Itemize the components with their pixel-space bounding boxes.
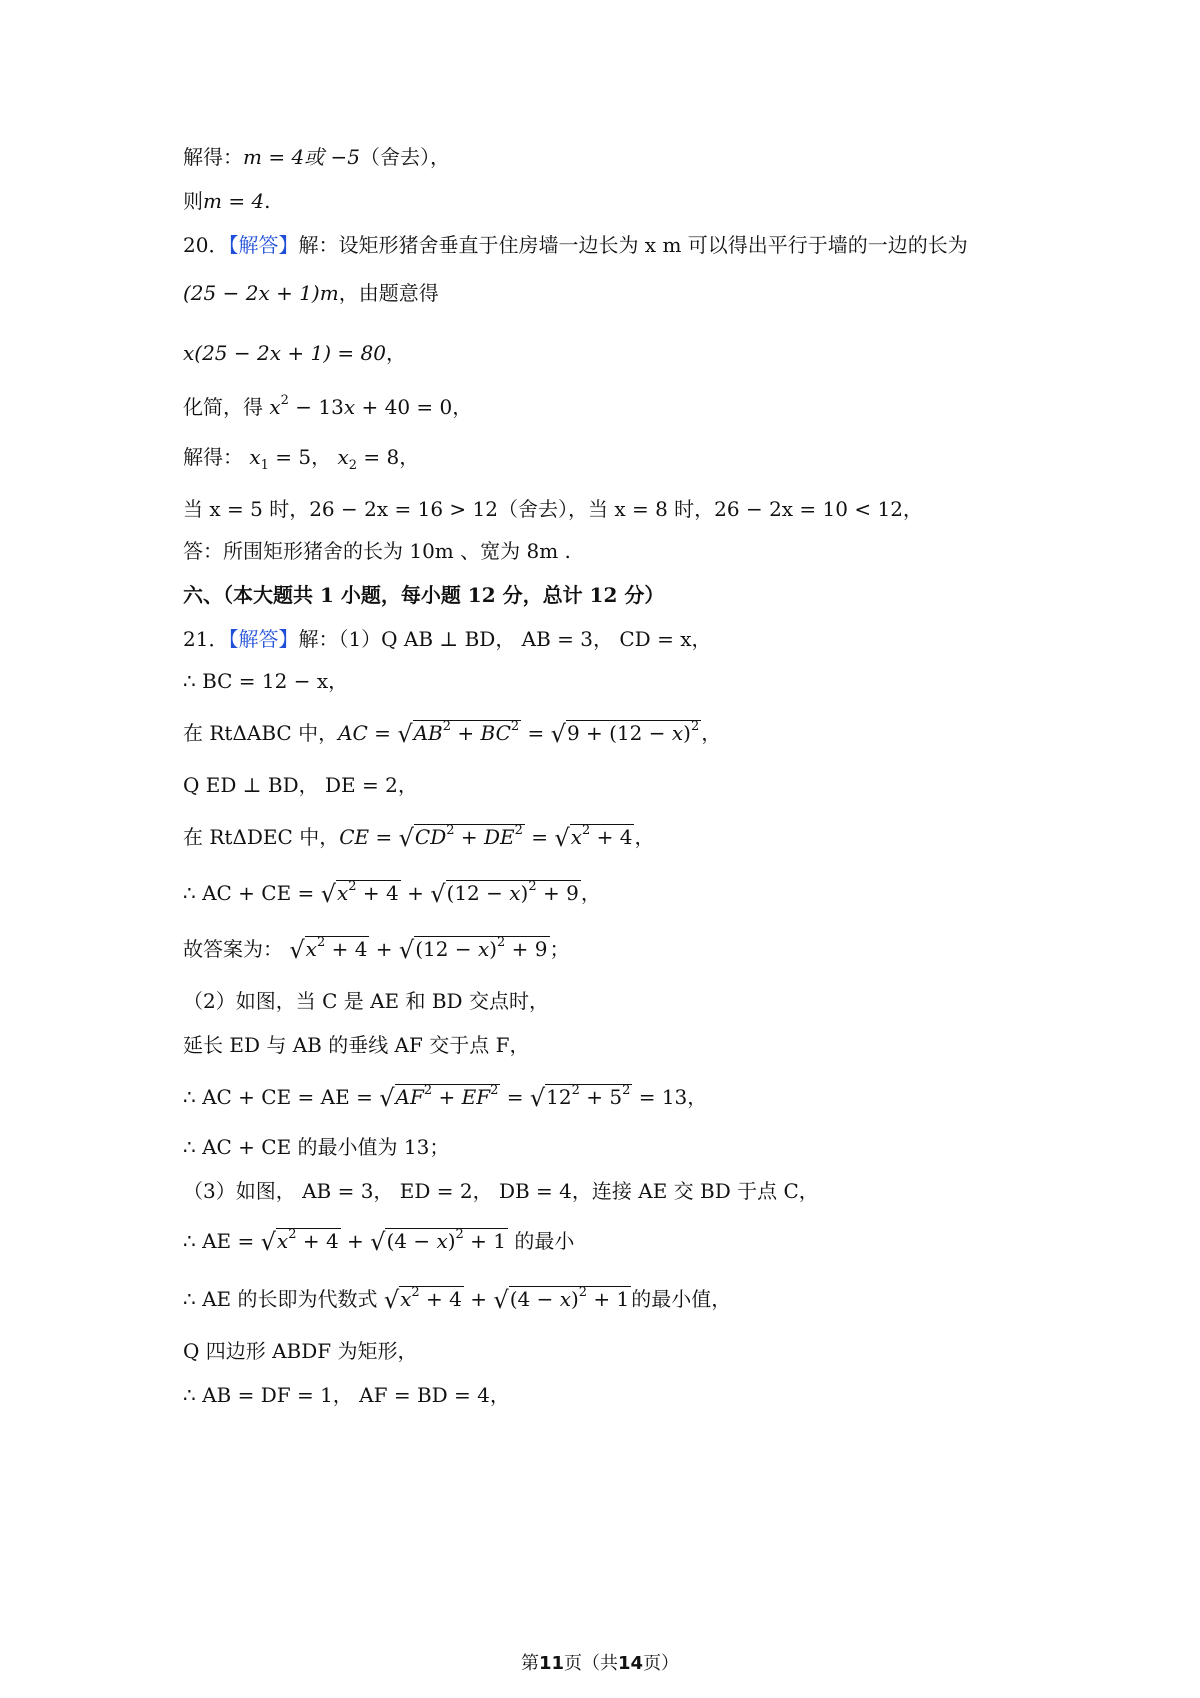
- q21-ed: Q ED ⊥ BD， DE = 2，: [183, 773, 418, 797]
- q21-extend: 延长 ED 与 AB 的垂线 AF 交于点 F，: [183, 1033, 530, 1057]
- q21-part2: （2）如图，当 C 是 AE 和 BD 交点时，: [183, 989, 549, 1013]
- line-solve-m: 解得：m = 4或 −5（舍去），: [183, 145, 451, 169]
- answer-tag: 【解答】: [228, 627, 299, 651]
- q21-ac: 在 RtΔABC 中，AC = $√AB^2 + BC^2 = √9 + (12 - x)^2$ ，: [183, 719, 722, 748]
- q21-part3: （3）如图， AB = 3， ED = 2， DB = 4，连接 AE 交 BD 于点 C，: [183, 1179, 819, 1203]
- q20-simplify: 化简，得 $x^2 - 13x + 40 = 0$，: [183, 393, 473, 419]
- q21-ae-min: ∴ AE = $√x^2 + 4 + √(4 - x)^2 + 1$ 的最小: [183, 1227, 575, 1256]
- q20-line-2: (25 − 2x + 1)m，由题意得: [183, 281, 439, 305]
- q21-min: ∴ AC + CE 的最小值为 13；: [183, 1135, 450, 1159]
- page-footer: 第11页（共14页）: [520, 1653, 680, 1674]
- q20-equation: x(25 − 2x + 1) = 80，: [183, 341, 406, 365]
- q21-ae: ∴ AC + CE = AE = $√AF^2 + EF^2 = √12^2 + 5^2 = 13$，: [183, 1083, 708, 1112]
- q20-answer: 答：所围矩形猪舍的长为 10m 、宽为 8m .: [183, 539, 571, 563]
- answer-tag: 【解答】: [228, 233, 299, 257]
- q21-ae-expr: ∴ AE 的长即为代数式 $√x^2 + 4 + √(4 - x)^2 + 1$ 的最小值，: [183, 1285, 732, 1314]
- q20-roots: 解得： $x_1 = 5$， $x_2 = 8$，: [183, 445, 420, 473]
- line-m-result: 则m = 4.: [183, 189, 271, 213]
- q20-heading: 20．【解答】解：设矩形猪舍垂直于住房墙一边长为 x m 可以得出平行于墙的一边的长为: [183, 233, 968, 257]
- q21-bc: ∴ BC = 12 − x，: [183, 669, 349, 693]
- section-six-heading: 六、（本大题共 1 小题，每小题 12 分，总计 12 分）: [183, 583, 665, 607]
- q21-answer-1: 故答案为： $√x^2 + 4 + √(12 - x)^2 + 9$ ；: [183, 935, 570, 964]
- q21-ce: 在 RtΔDEC 中，CE = $√CD^2 + DE^2 = √x^2 + 4$ ，: [183, 823, 655, 852]
- q21-equal: ∴ AB = DF = 1， AF = BD = 4，: [183, 1383, 510, 1407]
- q20-check: 当 x = 5 时，26 − 2x = 16 > 12（舍去），当 x = 8 时，26 − 2x = 10 < 12，: [183, 497, 923, 521]
- q21-rect: Q 四边形 ABDF 为矩形，: [183, 1339, 418, 1363]
- q21-heading: 21．【解答】解：（1）Q AB ⊥ BD， AB = 3， CD = x，: [183, 627, 712, 651]
- q21-sum: ∴ AC + CE = $√x^2 + 4 + √(12 - x)^2 + 9$ ，: [183, 879, 601, 908]
